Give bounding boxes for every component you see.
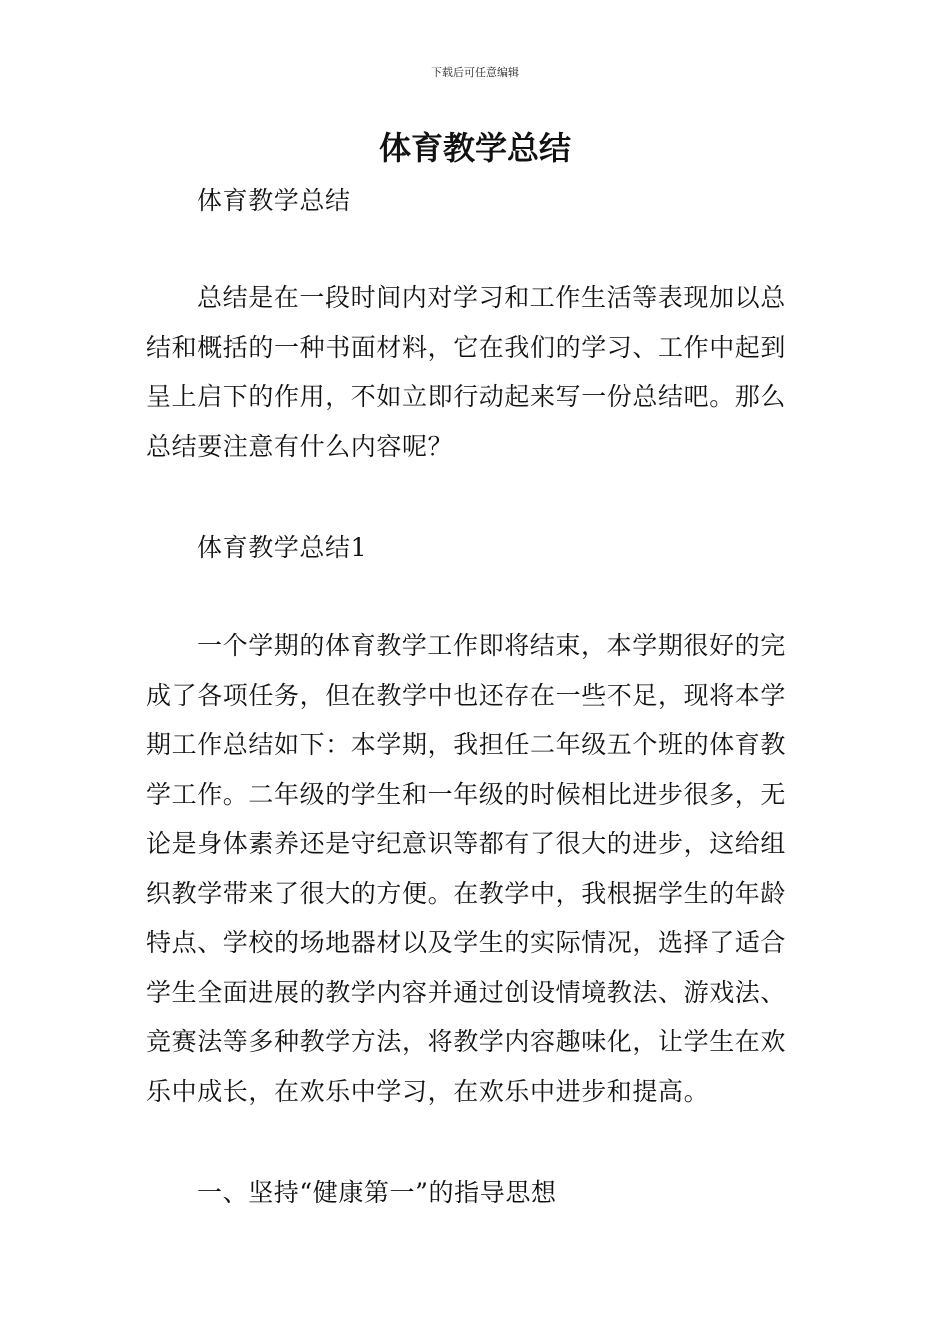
- document-subtitle: 体育教学总结: [197, 186, 351, 215]
- document-title: 体育教学总结: [378, 129, 571, 167]
- section-1-heading: 体育教学总结1: [197, 533, 368, 562]
- header-note: 下载后可任意编辑: [431, 66, 519, 79]
- section-1-paragraph: 一个学期的体育教学工作即将结束，本学期很好的完成了各项任务，但在教学中也还存在一些不足，现将本学期工作总结如下：本学期，我担任二年级五个班的体育教学工作。二年级的学生和一年级的时候相比进步很多，无论是身体素养还是守纪意识等都有了很大的进步，这给组织教学带来了很大的方便。在教学中，我根据学生的年龄特点、学校的场地器材以及学生的实际情况，选择了适合学生全面进展的教学内容并通过创设情境教法、游戏法、竞赛法等多种教学方法，将教学内容趣味化，让学生在欢乐中成长，在欢乐中学习，在欢乐中进步和提高。: [146, 631, 787, 1106]
- intro-paragraph: 总结是在一段时间内对学习和工作生活等表现加以总结和概括的一种书面材料，它在我们的学习、工作中起到呈上启下的作用，不如立即行动起来写一份总结吧。那么总结要注意有什么内容呢？: [146, 283, 787, 461]
- section-2-heading: 一、坚持“健康第一”的指导思想: [197, 1178, 557, 1207]
